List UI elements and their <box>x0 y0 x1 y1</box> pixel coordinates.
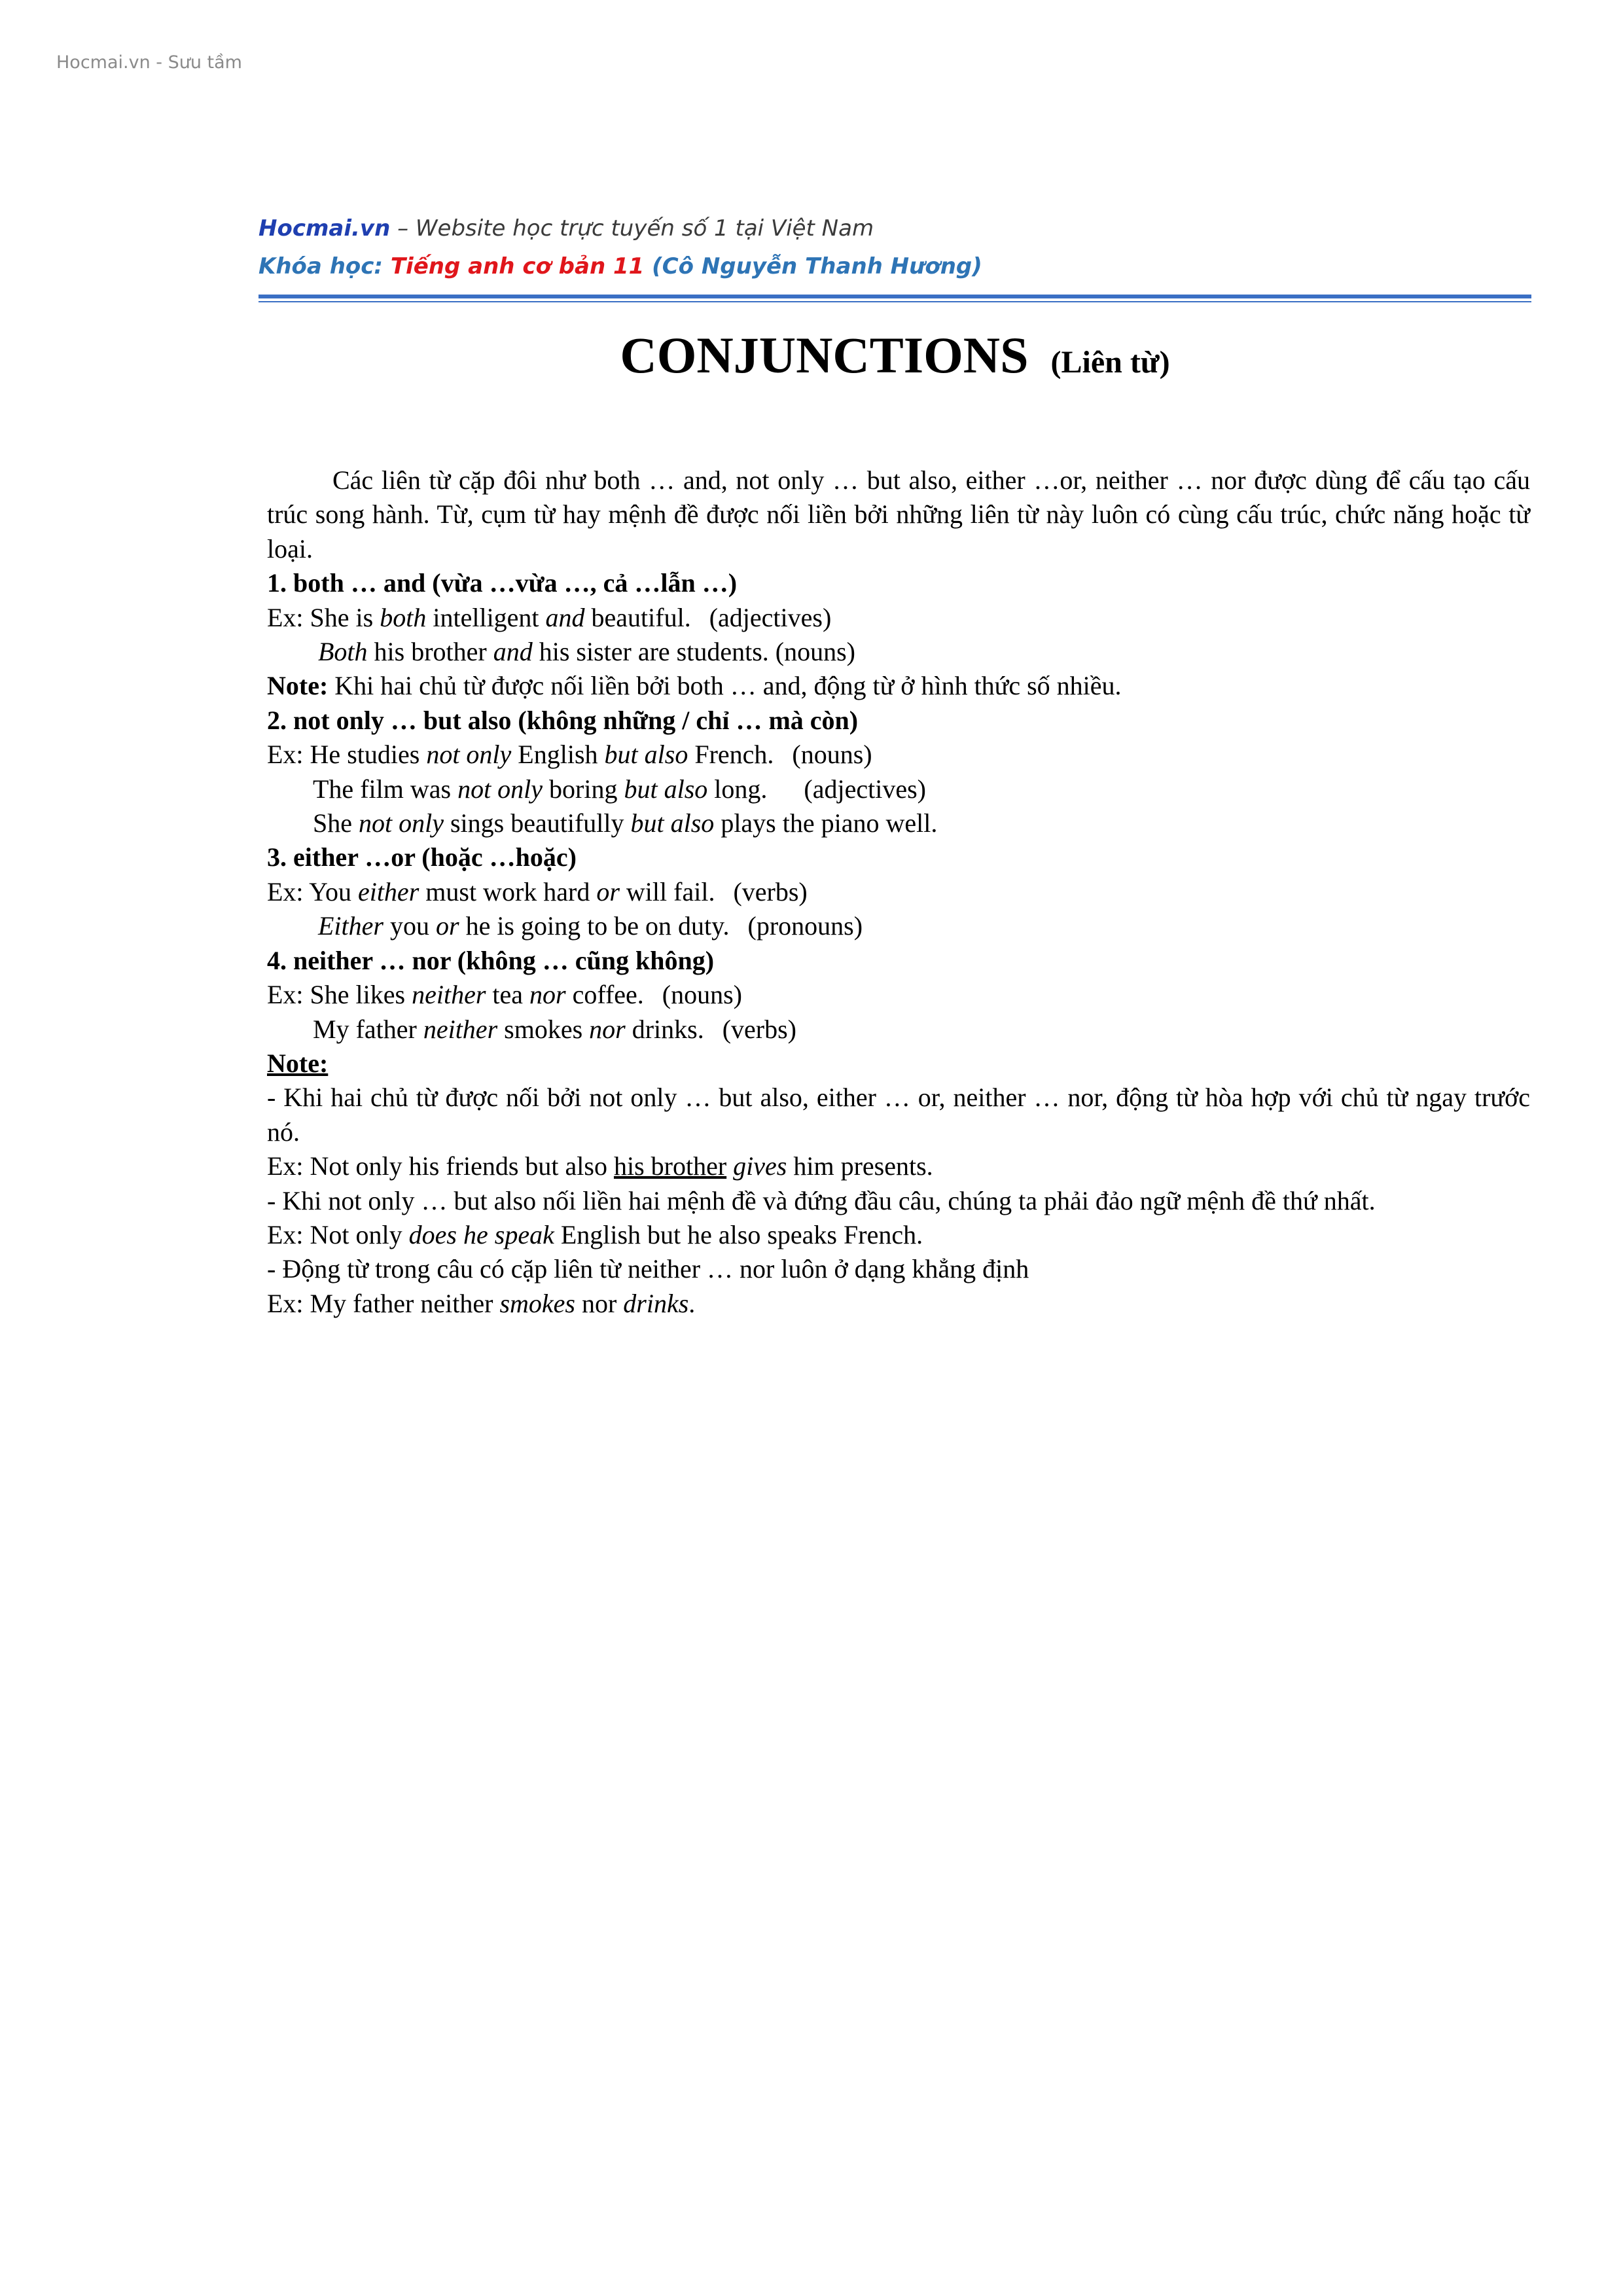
note-item: - Khi not only … but also nối liền hai mệnh đề và đứng đầu câu, chúng ta phải đảo ngữ mệnh đề thứ nhất. <box>267 1185 1376 1215</box>
example-keyword: not only <box>457 774 543 804</box>
example-keyword: and <box>493 637 533 667</box>
header-line-2 <box>259 247 1531 285</box>
document-header <box>259 209 1531 302</box>
brand-link[interactable]: Hocmai.vn <box>259 215 391 242</box>
example-underlined: his brother <box>613 1151 727 1181</box>
example-category: (adjectives) <box>709 602 832 632</box>
note-item: - Động từ trong câu có cặp liên từ neither … nor luôn ở dạng khẳng định <box>267 1254 1029 1284</box>
example-line <box>267 1287 1530 1321</box>
example-text: French. <box>688 740 774 770</box>
example-keyword: neither <box>412 980 486 1010</box>
example-line <box>267 635 1530 669</box>
note-label: Note: <box>267 671 329 701</box>
watermark: Hocmai.vn - Sưu tầm <box>56 52 242 73</box>
example-category: (verbs) <box>733 876 808 906</box>
example-text: smokes <box>497 1014 590 1044</box>
page-title <box>259 326 1531 385</box>
section-heading-either-or: 3. either …or (hoặc …hoặc) <box>267 842 577 872</box>
example-text: him presents. <box>787 1151 933 1181</box>
header-tagline: Website học trực tuyến số 1 tại Việt Nam <box>415 215 874 242</box>
example-keyword: but also <box>624 774 708 804</box>
course-teacher: (Cô Nguyễn Thanh Hương) <box>644 253 982 279</box>
example-line <box>267 1013 1530 1047</box>
example-text: boring <box>543 774 624 804</box>
document-body <box>267 463 1530 1321</box>
example-text: long. <box>707 774 768 804</box>
section-heading-neither-nor: 4. neither … nor (không … cũng không) <box>267 945 715 975</box>
header-divider-thick <box>259 295 1531 298</box>
example-line <box>267 978 1530 1012</box>
example-text: Ex: You <box>267 876 358 906</box>
example-text: intelligent <box>426 602 546 632</box>
example-text: . <box>688 1288 696 1318</box>
note-text: Khi hai chủ từ được nối liền bởi both … and, động từ ở hình thức số nhiều. <box>328 671 1122 701</box>
example-keyword: but also <box>630 808 715 838</box>
example-category: (adjectives) <box>804 774 926 804</box>
example-text: Ex: She is <box>267 602 380 632</box>
course-name: Tiếng anh cơ bản 11 <box>390 253 645 279</box>
header-line-1 <box>259 209 1531 247</box>
course-label: Khóa học: <box>259 253 391 279</box>
example-text: Ex: My father neither <box>267 1288 500 1318</box>
example-keyword: or <box>435 911 459 941</box>
title-main: CONJUNCTIONS <box>620 327 1029 384</box>
example-text: his brother <box>367 637 493 667</box>
example-category: (verbs) <box>722 1014 796 1044</box>
section-heading-both-and: 1. both … and (vừa …vừa …, cả …lẫn …) <box>267 568 738 598</box>
example-text: beautiful. <box>584 602 691 632</box>
example-keyword: smokes <box>499 1288 575 1318</box>
example-keyword: nor <box>589 1014 626 1044</box>
example-category: (nouns) <box>792 740 872 770</box>
example-text: My father <box>313 1014 423 1044</box>
note-line <box>267 669 1530 703</box>
example-text: English <box>511 740 605 770</box>
example-keyword: does he speak <box>408 1219 554 1249</box>
title-sub: (Liên từ) <box>1050 345 1170 380</box>
example-category: (nouns) <box>662 980 743 1010</box>
example-text: he is going to be on duty. <box>459 911 730 941</box>
example-line <box>267 1218 1530 1252</box>
example-line <box>267 909 1530 943</box>
header-divider-thin <box>259 301 1531 302</box>
example-text: Ex: She likes <box>267 980 412 1010</box>
example-text: you <box>383 911 436 941</box>
intro-paragraph: Các liên từ cặp đôi như both … and, not only … but also, either …or, neither … nor được dùng để cấu tạo cấu trúc song hành. Từ, cụm từ hay mệnh đề được nối liền bởi những liên từ này luôn có cùng cấu trúc, chức năng hoặc từ loại. <box>267 465 1530 564</box>
example-keyword: drinks <box>623 1288 689 1318</box>
example-keyword: but also <box>604 740 688 770</box>
example-line <box>267 738 1530 772</box>
example-text: his sister are students. (nouns) <box>532 637 855 667</box>
example-text <box>726 1151 733 1181</box>
example-keyword: nor <box>529 980 566 1010</box>
example-text: tea <box>486 980 530 1010</box>
header-dash: – <box>390 215 416 242</box>
example-line <box>267 806 1530 840</box>
example-text: must work hard <box>419 876 597 906</box>
example-keyword: not only <box>359 808 444 838</box>
section-heading-not-only-but-also: 2. not only … but also (không những / chỉ … mà còn) <box>267 705 859 735</box>
example-text: coffee. <box>565 980 644 1010</box>
example-line <box>267 875 1530 909</box>
example-text: nor <box>575 1288 624 1318</box>
example-text: She <box>313 808 359 838</box>
example-text: Ex: Not only <box>267 1219 409 1249</box>
example-keyword: not only <box>426 740 512 770</box>
example-text: The film was <box>313 774 458 804</box>
example-text: Ex: He studies <box>267 740 427 770</box>
example-line <box>267 1149 1530 1183</box>
example-keyword: either <box>357 876 419 906</box>
notes-label: Note: <box>267 1048 329 1078</box>
example-text: English but he also speaks French. <box>554 1219 923 1249</box>
example-keyword: or <box>596 876 620 906</box>
note-item: - Khi hai chủ từ được nối bởi not only … but also, either … or, neither … nor, động từ hòa hợp với chủ từ ngay trước nó. <box>267 1083 1530 1147</box>
example-keyword: gives <box>733 1151 787 1181</box>
example-text: will fail. <box>619 876 715 906</box>
example-text: drinks. <box>625 1014 704 1044</box>
example-line <box>267 601 1530 635</box>
example-keyword: neither <box>423 1014 498 1044</box>
example-line <box>267 772 1530 806</box>
example-text: Ex: Not only his friends but also <box>267 1151 614 1181</box>
example-keyword: both <box>380 602 427 632</box>
example-text: plays the piano well. <box>714 808 938 838</box>
example-keyword: and <box>545 602 585 632</box>
example-keyword: Both <box>318 637 368 667</box>
example-text: sings beautifully <box>443 808 631 838</box>
example-category: (pronouns) <box>747 911 863 941</box>
example-keyword: Either <box>318 911 383 941</box>
